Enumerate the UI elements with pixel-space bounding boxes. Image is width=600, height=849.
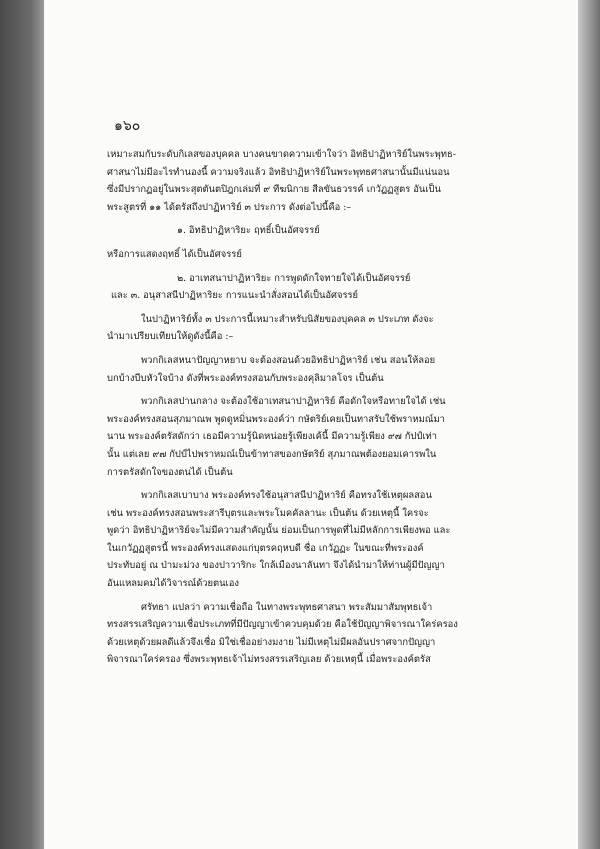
scan-left-edge xyxy=(0,0,44,849)
body-text xyxy=(107,146,578,669)
text-line: ทรงสรรเสริญความเชื่อประเภทที่มีปัญญาเข้าควบคุมด้วย คือใช้ปัญญาพิจารณาใคร่ครอง xyxy=(107,619,458,631)
text-line: ซึ่งมีปรากฏอยู่ในพระสุตตันตปิฎกเล่มที่ ๙ ทีฆนิกาย สีลขันธวรรค์ เกวัฏฏสูตร อันเป็น xyxy=(107,184,441,196)
page-number: ๑๖๐ xyxy=(114,118,141,134)
text-line: ประทับอยู่ ณ ป่ามะม่วง ของปาวาริกะ ใกล้เมืองนาลันทา จึงได้นำมาให้ท่านผู้มีปัญญา xyxy=(107,560,445,572)
text-line: นำมาเปรียบเทียบให้ดูดังนี้คือ :– xyxy=(107,331,234,343)
text-line: ศาสนาไม่มีอะไรทำนองนี้ ความจริงแล้ว อิทธิปาฏิหาริย์ในพระพุทธศาสนานั้นมีแน่นอน xyxy=(107,166,450,178)
text-line: เหมาะสมกับระดับกิเลสของบุคคล บางคนขาดความเข้าใจว่า อิทธิปาฏิหาริย์ในพระพุทธ- xyxy=(107,149,456,160)
text-line: การตรัสดักใจของตนได้ เป็นต้น xyxy=(107,466,233,478)
list-item-1: ๑. อิทธิปาฏิหาริยะ ฤทธิ์เป็นอัศจรรย์ xyxy=(177,225,320,237)
text-line: ในเกวัฏฏสูตรนี้ พระองค์ทรงแสดงแก่บุตรคฤหบดี ชื่อ เกวัฏฏะ ในขณะที่พระองค์ xyxy=(107,542,424,554)
text-line: บกบ้างบีบหัวใจบ้าง ดังที่พระองค์ทรงสอนกับพระองคุลิมาลโจร เป็นต้น xyxy=(107,372,384,384)
list-item-3: และ ๓. อนุสาสนีปาฏิหาริยะ การแนะนำสั่งสอนได้เป็นอัศจรรย์ xyxy=(111,290,359,302)
text-line: ด้วยเหตุด้วยผลดีแล้วจึงเชื่อ มิใช่เชื่ออย่างมงาย ไม่มีเหตุไม่มีผลอันปราศจากปัญญา xyxy=(107,636,436,648)
paragraph-line: พวกกิเลสเบาบาง พระองค์ทรงใช้อนุสาสนีปาฏิหาริย์ คือทรงใช้เหตุผลสอน xyxy=(141,490,432,502)
text-line: เช่น พระองค์ทรงสอนพระสารีบุตรและพระโมคคัลลานะ เป็นต้น ด้วยเหตุนี้ ใครจะ xyxy=(107,507,429,519)
paragraph-line: พวกกิเลสหนาปัญญาหยาบ จะต้องสอนด้วยอิทธิปาฏิหาริย์ เช่น สอนให้ลอย xyxy=(141,354,436,366)
text-line: หรือการแสดงฤทธิ์ ได้เป็นอัศจรรย์ xyxy=(107,248,242,260)
text-line: พูดว่า อิทธิปาฏิหาริย์จะไม่มีความสำคัญนั้น ย่อมเป็นการพูดที่ไม่มีหลักการเพียงพอ และ xyxy=(107,525,451,537)
text-line: นั้น แต่เลย ๙๗ กัปป์ไปพราหมณ์เป็นข้าทาสของกษัตริย์ สุภมาณพต้องยอมเคารพใน xyxy=(107,448,437,460)
text-line: นาน พระองค์ตรัสดักว่า เธอมีความรู้นิดหน่อยรู้เพียงเค้นี้ มีความรู้เพียง ๙๗ กัปป์เท่า xyxy=(107,431,437,443)
text-line: พระสูตรที่ ๑๑ ได้ตรัสถึงปาฏิหาริย์ ๓ ประการ ดังต่อไปนี้คือ :– xyxy=(107,201,352,213)
text-line: พระองค์ทรงสอนสุภมาณพ พูดดูหมิ่นพระองค์ว่า กษัตริย์เคยเป็นทาสรับใช้พราหมณ์มา xyxy=(107,413,445,425)
list-item-2: ๒. อาเทสนาปาฏิหาริยะ การพูดดักใจทายใจได้เป็นอัศจรรย์ xyxy=(177,272,411,284)
paragraph-line: พวกกิเลสปานกลาง จะต้องใช้อาเทสนาปาฏิหาริย์ คือดักใจหรือทายใจได้ เช่น xyxy=(141,396,446,408)
text-line: อันแหลมคมได้วิจารณ์ด้วยตนเอง xyxy=(107,578,239,590)
scan-right-edge xyxy=(578,0,600,849)
document-page xyxy=(44,0,578,849)
text-line: พิจารณาใคร่ครอง ซึ่งพระพุทธเจ้าไม่ทรงสรรเสริญเลย ด้วยเหตุนี้ เมื่อพระองค์ตรัส xyxy=(107,654,431,666)
paragraph-line: ศรัทธา แปลว่า ความเชื่อถือ ในทางพระพุทธศาสนา พระสัมมาสัมพุทธเจ้า xyxy=(141,601,433,613)
paragraph-line: ในปาฏิหาริย์ทั้ง ๓ ประการนี้เหมาะสำหรับนิสัยของบุคคล ๓ ประเภท ดังจะ xyxy=(141,313,434,325)
